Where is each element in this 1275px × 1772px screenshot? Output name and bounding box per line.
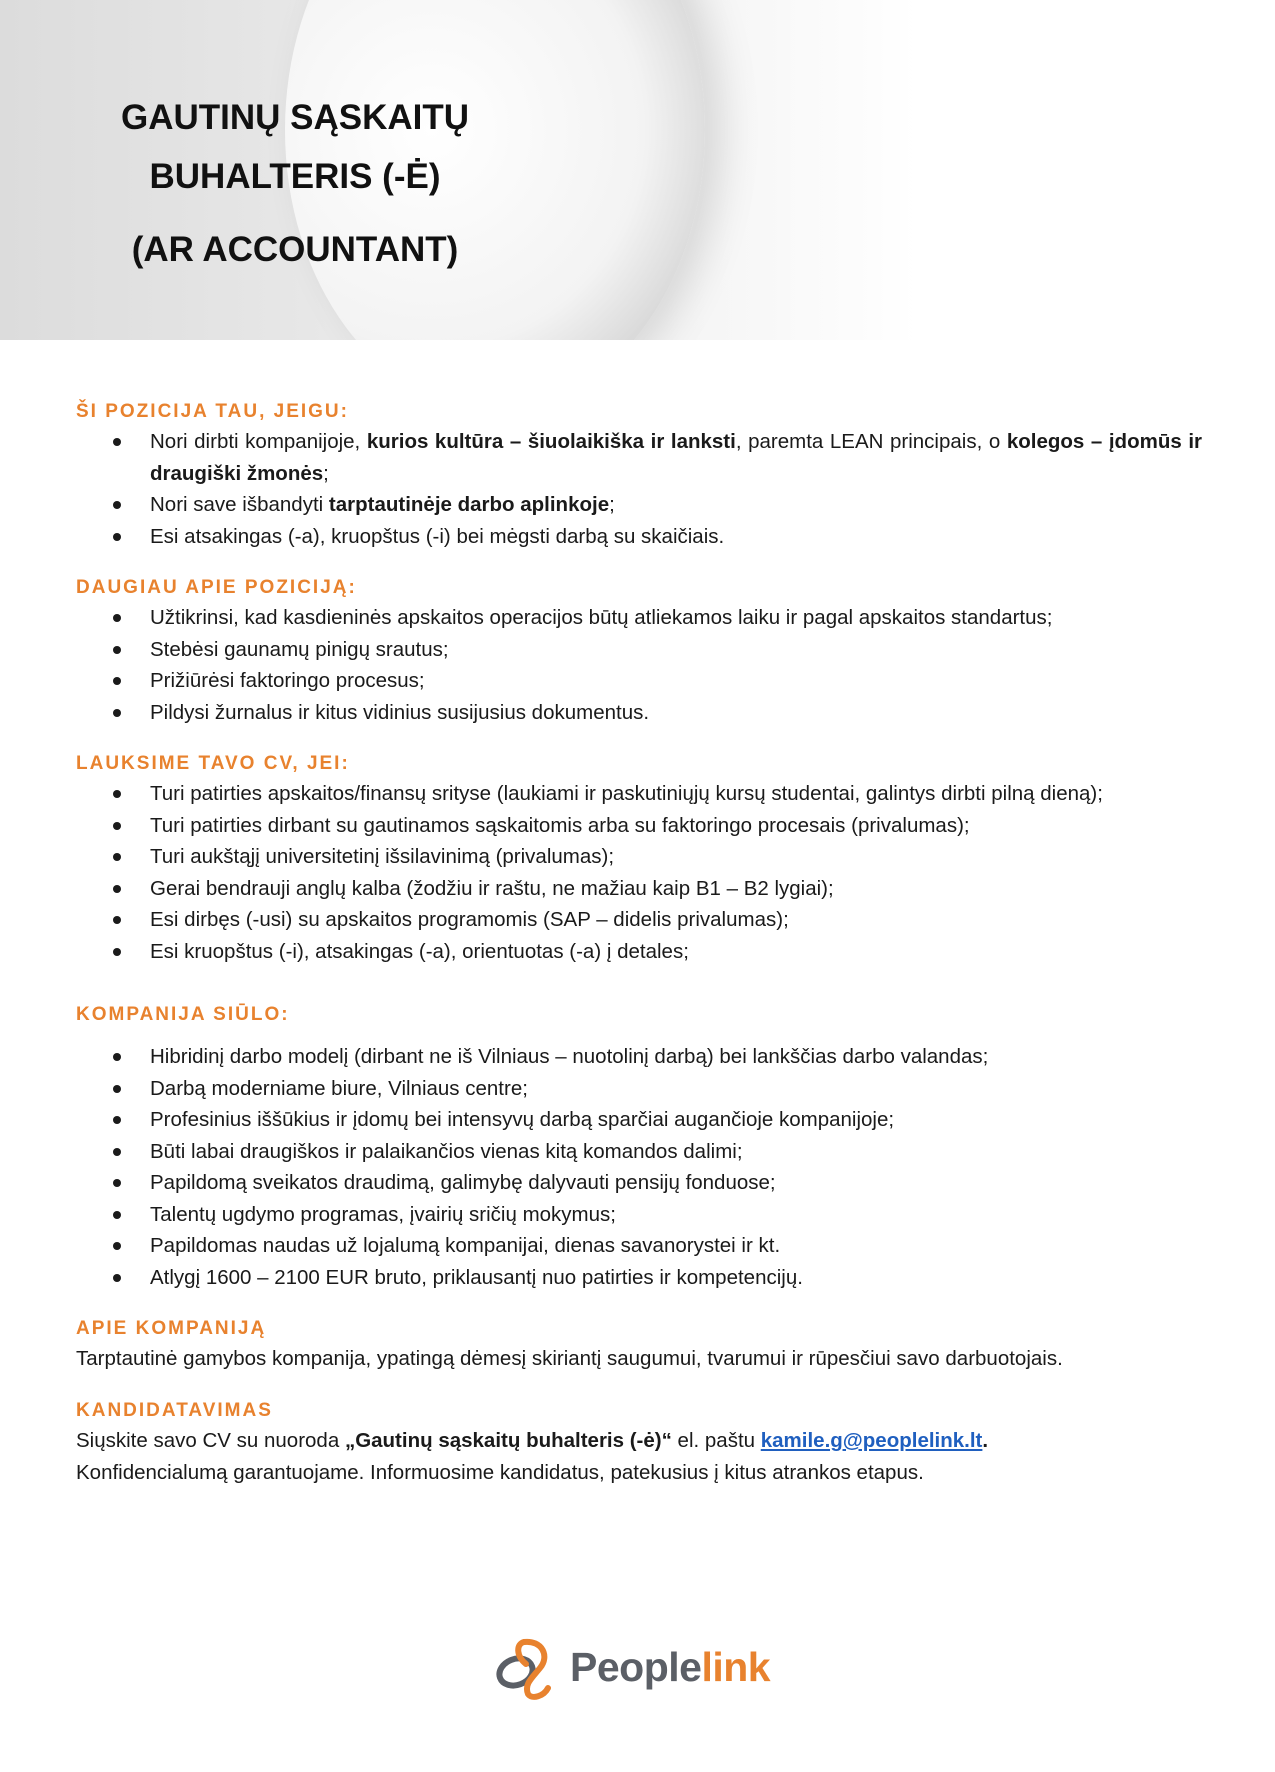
list-item (76, 1199, 1202, 1231)
list-item-text: Profesinius iššūkius ir įdomų bei intensyvų darbą sparčiai augančioje kompanijoje; (150, 1108, 895, 1131)
job-content (76, 398, 1202, 1489)
list-item-text: Nori dirbti kompanijoje, (150, 430, 367, 453)
list-item (76, 873, 1202, 905)
bullet-icon (113, 885, 121, 893)
list-item (76, 810, 1202, 842)
list-item (76, 697, 1202, 729)
peoplelink-logo (494, 1632, 770, 1702)
section-heading-offer: KOMPANIJA SIŪLO: (76, 1004, 290, 1025)
bullet-icon (113, 1242, 121, 1250)
apply-text-line2: Konfidencialumą garantuojame. Informuosime kandidatus, patekusius į kitus atrankos etapus. (76, 1461, 924, 1484)
list-item (76, 1136, 1202, 1168)
bullet-icon (113, 438, 121, 446)
list-cv (76, 778, 1202, 967)
list-item (76, 1167, 1202, 1199)
peoplelink-logo-icon (494, 1634, 556, 1700)
job-title (60, 88, 530, 279)
apply-text-after: . (982, 1429, 989, 1452)
list-item-text: Turi patirties apskaitos/finansų srityse (laukiami ir paskutiniųjų kursų studentai, galintys dirbti pilną dieną); (150, 782, 1103, 805)
list-item-text: Atlygį 1600 – 2100 EUR bruto, priklausantį nuo patirties ir kompetencijų. (150, 1265, 803, 1289)
list-item-text: ; (609, 493, 615, 516)
bullet-icon (113, 1148, 121, 1156)
list-item (76, 1230, 1202, 1262)
section-heading-position: ŠI POZICIJA TAU, JEIGU: (76, 401, 349, 422)
list-item (76, 634, 1202, 666)
list-item (76, 936, 1202, 968)
bullet-icon (113, 853, 121, 861)
list-item (76, 489, 1202, 521)
logo-text-people: People (570, 1643, 702, 1690)
section-heading-about: APIE KOMPANIJĄ (76, 1318, 267, 1339)
job-title-line1: GAUTINŲ SĄSKAITŲ (120, 98, 470, 137)
bullet-icon (113, 790, 121, 798)
bullet-icon (113, 1179, 121, 1187)
job-title-line2: BUHALTERIS (-Ė) (149, 157, 441, 196)
list-item (76, 904, 1202, 936)
bullet-icon (113, 1085, 121, 1093)
bullet-icon (113, 1053, 121, 1061)
bullet-icon (113, 916, 121, 924)
list-item-text: Būti labai draugiškos ir palaikančios vienas kitą komandos dalimi; (150, 1139, 743, 1163)
about-text: Tarptautinė gamybos kompanija, ypatingą dėmesį skiriantį saugumui, tvarumui ir rūpesčiui savo darbuotojais. (76, 1347, 1063, 1370)
list-item-text: Gerai bendrauji anglų kalba (žodžiu ir raštu, ne mažiau kaip B1 – B2 lygiai); (150, 876, 834, 900)
list-item-text: Esi kruopštus (-i), atsakingas (-a), orientuotas (-a) į detales; (150, 939, 689, 963)
bullet-icon (113, 948, 121, 956)
list-item-text: Papildomas naudas už lojalumą kompanijai, dienas savanorystei ir kt. (150, 1234, 781, 1257)
list-item-text: Pildysi žurnalus ir kitus vidinius susijusius dokumentus. (150, 700, 650, 724)
apply-text-before: Siųskite savo CV su nuoroda (76, 1429, 345, 1452)
bullet-icon (113, 533, 121, 541)
list-item-text: Turi patirties dirbant su gautinamos sąskaitomis arba su faktoringo procesais (privalumas); (150, 813, 970, 837)
list-more (76, 602, 1202, 728)
list-item (76, 1104, 1202, 1136)
apply-reference: „Gautinų sąskaitų buhalteris (-ė)“ (344, 1429, 672, 1452)
bullet-icon (113, 1116, 121, 1124)
list-item-text: Prižiūrėsi faktoringo procesus; (150, 669, 425, 692)
list-item-text: Esi atsakingas (-a), kruopštus (-i) bei mėgsti darbą su skaičiais. (150, 524, 725, 548)
list-item-bold-text: kurios kultūra – šiuolaikiška ir lanksti (366, 430, 736, 453)
apply-text (76, 1425, 1202, 1489)
list-item-text: Turi aukštąjį universitetinį išsilavinimą (privalumas); (150, 845, 615, 868)
list-item-text: Talentų ugdymo programas, įvairių sričių mokymus; (150, 1202, 616, 1226)
list-item (76, 778, 1202, 810)
list-item-text: , paremta LEAN principais, o (735, 430, 1007, 453)
list-item (76, 665, 1202, 697)
email-link[interactable]: kamile.g@peoplelink.lt (760, 1429, 983, 1452)
list-item-text: Nori save išbandyti (150, 493, 329, 516)
list-item-text: Stebėsi gaunamų pinigų srautus; (150, 637, 449, 661)
list-item-text: Papildomą sveikatos draudimą, galimybę dalyvauti pensijų fonduose; (150, 1171, 776, 1194)
list-item-text: ; (323, 461, 329, 485)
list-item-bold-text: tarptautinėje darbo aplinkoje (328, 493, 610, 516)
bullet-icon (113, 501, 121, 509)
apply-text-mid: el. paštu (671, 1429, 761, 1452)
bullet-icon (113, 614, 121, 622)
list-item-text: Užtikrinsi, kad kasdieninės apskaitos operacijos būtų atliekamos laiku ir pagal apskaitos standartus; (150, 606, 1053, 629)
list-item (76, 1073, 1202, 1105)
job-title-line3: (AR ACCOUNTANT) (131, 230, 459, 269)
list-item-text: Esi dirbęs (-usi) su apskaitos programomis (SAP – didelis privalumas); (150, 908, 789, 931)
header-banner (0, 0, 1275, 340)
list-item (76, 521, 1202, 553)
list-item-text: Hibridinį darbo modelį (dirbant ne iš Vilniaus – nuotolinį darbą) bei lankščias darbo valandas; (150, 1045, 989, 1068)
list-offer (76, 1041, 1202, 1293)
logo-text-link: link (701, 1643, 771, 1690)
list-item (76, 426, 1202, 489)
section-heading-apply: KANDIDATAVIMAS (76, 1400, 273, 1421)
list-item-bold-text: kolegos – įdomūs ir draugiški žmonės (150, 430, 1202, 485)
section-heading-cv: LAUKSIME TAVO CV, JEI: (76, 753, 350, 774)
bullet-icon (113, 646, 121, 654)
peoplelink-logo-text (570, 1644, 770, 1691)
list-item (76, 1262, 1202, 1294)
list-item-text: Darbą moderniame biure, Vilniaus centre; (150, 1076, 528, 1100)
list-item (76, 841, 1202, 873)
list-item (76, 1041, 1202, 1073)
bullet-icon (113, 1274, 121, 1282)
bullet-icon (113, 677, 121, 685)
list-item (76, 602, 1202, 634)
bullet-icon (113, 822, 121, 830)
bullet-icon (113, 709, 121, 717)
list-position (76, 426, 1202, 552)
bullet-icon (113, 1211, 121, 1219)
section-heading-more: DAUGIAU APIE POZICIJĄ: (76, 577, 357, 598)
